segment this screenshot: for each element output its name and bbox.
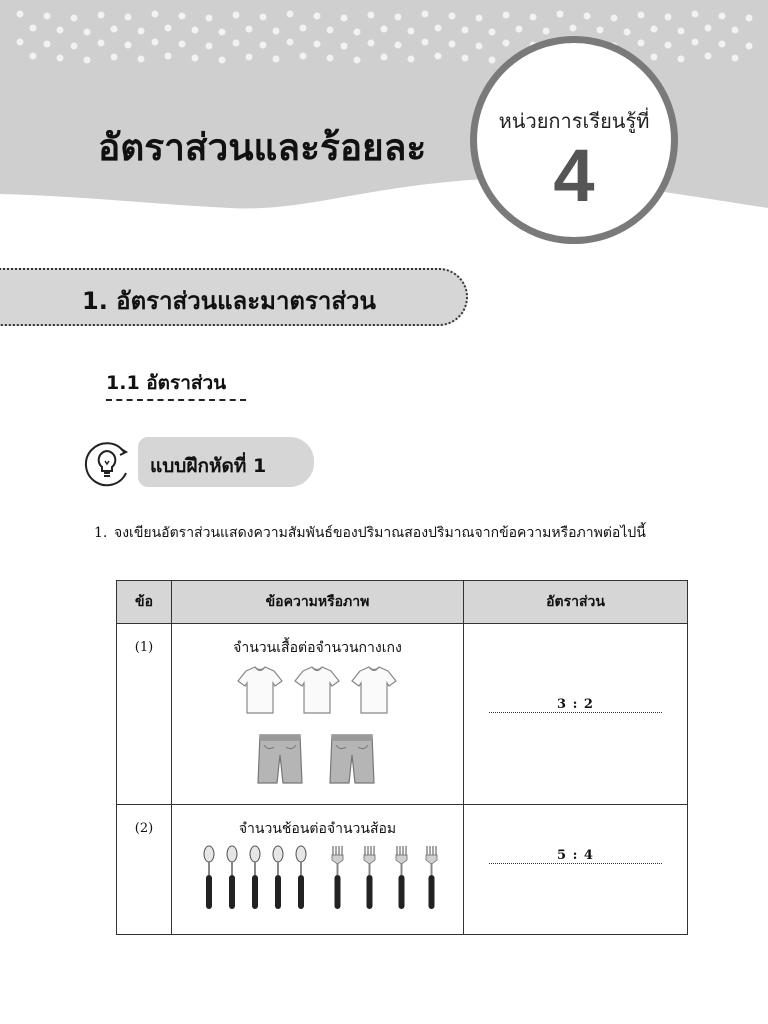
fork-icon [364,846,375,909]
fork-icon [396,846,407,909]
spoon-icon [273,846,283,909]
unit-badge [470,36,678,244]
spoon-icon [227,846,237,909]
tshirt-icon [352,667,396,713]
tshirt-icon [238,667,282,713]
clothes-illustration [228,659,408,789]
unit-label: หน่วยการเรียนรู้ที่ [498,109,650,133]
header-text-or-image: ข้อความหรือภาพ [172,581,464,624]
question-text: จงเขียนอัตราส่วนแสดงความสัมพันธ์ของปริมาณสองปริมาณจากข้อความหรือภาพต่อไปนี้ [114,525,646,541]
table-header-row [117,581,688,624]
spoon-icon [204,846,214,909]
header-number: ข้อ [117,581,172,624]
tshirt-icon [295,667,339,713]
question-number: 1. [94,525,108,541]
fork-icon [332,846,343,909]
exercise-table [116,580,688,935]
shorts-icon [258,735,302,783]
row-answer-cell [464,805,688,935]
cutlery-illustration [198,840,438,912]
row-number: (2) [117,805,172,935]
row-number: (1) [117,624,172,805]
lightbulb-icon [80,437,134,491]
exercise-label: แบบฝึกหัดที่ 1 [150,455,267,477]
section-title: 1. อัตราส่วนและมาตราส่วน [82,287,376,315]
table-row [117,805,688,935]
row-answer-cell [464,624,688,805]
row-content [172,624,464,805]
unit-number: 4 [553,134,595,217]
chapter-title: อัตราส่วนและร้อยละ [98,126,427,169]
subsection-underline [106,399,246,401]
shorts-icon [330,735,374,783]
table-row [117,624,688,805]
fork-icon [426,846,437,909]
answer-line[interactable]: 3 : 2 [489,697,662,713]
subsection-title: 1.1 อัตราส่วน [106,372,227,394]
row-caption: จำนวนเสื้อต่อจำนวนกางเกง [233,640,402,656]
answer-line[interactable]: 5 : 4 [489,848,662,864]
row-content [172,805,464,935]
header-ratio: อัตราส่วน [464,581,688,624]
row-caption: จำนวนช้อนต่อจำนวนส้อม [238,821,397,837]
spoon-icon [296,846,306,909]
spoon-icon [250,846,260,909]
question [94,520,714,546]
